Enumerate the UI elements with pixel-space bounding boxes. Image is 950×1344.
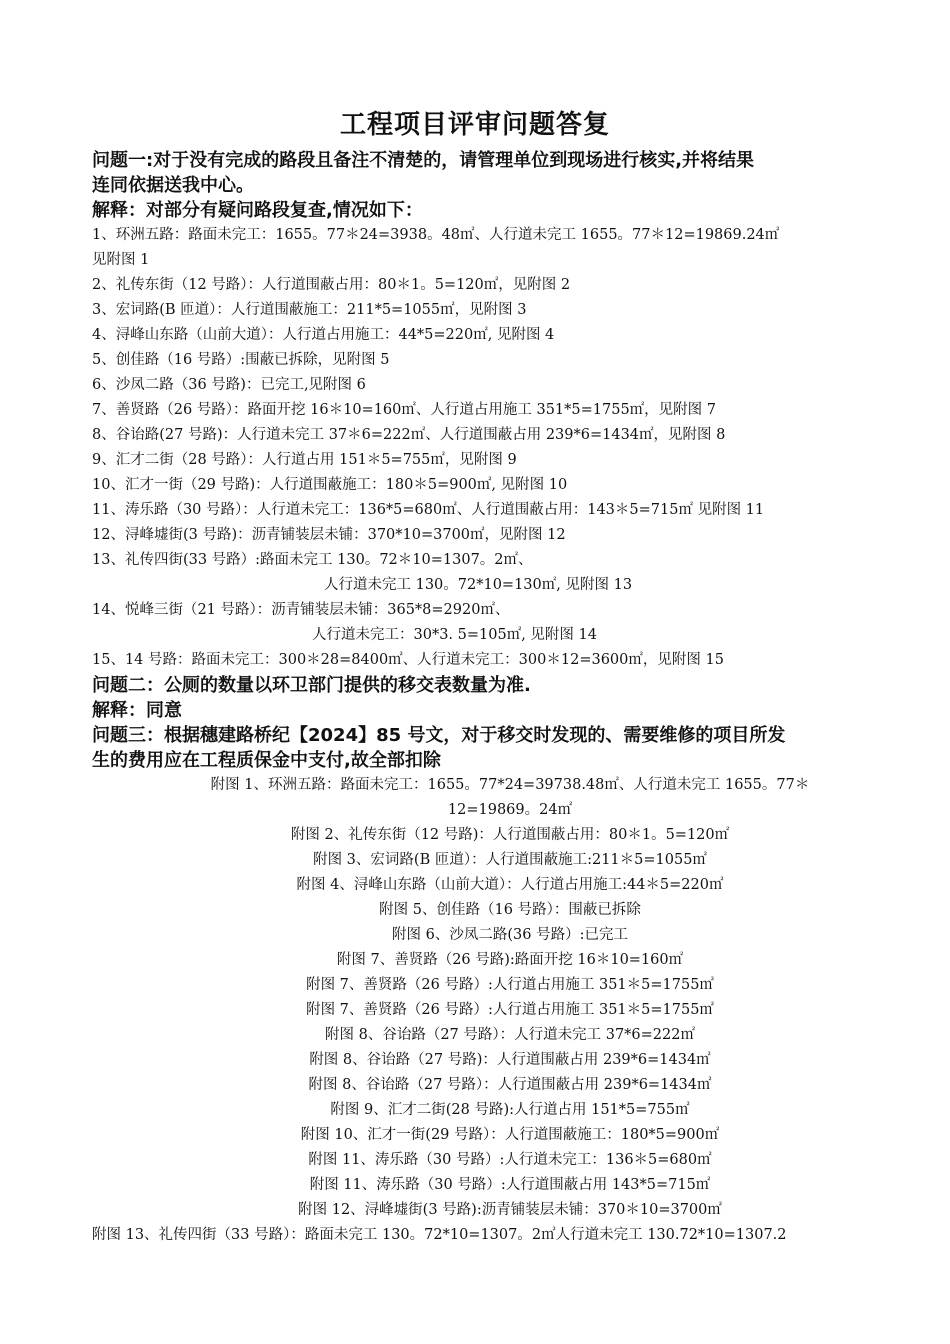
list-item: 8、谷诒路(27 号路)：人行道未完工 37＊6=222㎡、人行道围蔽占用 239*6=1434㎡，见附图 8	[92, 427, 726, 443]
question-1-line-2: 连同依据送我中心。	[92, 175, 254, 196]
annex-item: 附图 8、谷诒路（27 号路）：人行道围蔽占用 239*6=1434㎡	[308, 1077, 712, 1093]
list-item: 7、善贤路（26 号路）：路面开挖 16＊10=160㎡、人行道占用施工 351*5=1755㎡，见附图 7	[92, 402, 717, 418]
annex-item: 附图 9、汇才二街(28 号路):人行道占用 151*5=755㎡	[330, 1102, 690, 1118]
annex-item: 附图 6、沙凤二路(36 号路）:已完工	[392, 927, 628, 943]
annex-item: 附图 10、汇才一街(29 号路）：人行道围蔽施工：180*5=900㎡	[300, 1127, 720, 1143]
answer-1-heading: 解释：对部分有疑问路段复查,情况如下：	[92, 200, 423, 221]
list-item: 13、礼传四街(33 号路）:路面未完工 130。72＊10=1307。2㎡、	[92, 552, 533, 568]
list-item: 4、浔峰山东路（山前大道）：人行道占用施工：44*5=220㎡, 见附图 4	[92, 327, 555, 343]
question-1-line-1: 问题一:对于没有完成的路段且备注不清楚的，请管理单位到现场进行核实,并将结果	[92, 150, 755, 171]
annex-item: 附图 3、宏词路(B 匝道）：人行道围蔽施工:211＊5=1055㎡	[313, 852, 707, 868]
list-item: 3、宏词路(B 匝道）：人行道围蔽施工：211*5=1055㎡，见附图 3	[92, 302, 527, 318]
document-body	[92, 148, 928, 1248]
list-item: 1、环洲五路：路面未完工：1655。77＊24=3938。48㎡、人行道未完工 1655。77＊12=19869.24㎡	[92, 227, 780, 243]
list-item-continuation: 人行道未完工：30*3. 5=105㎡, 见附图 14	[312, 627, 597, 643]
annex-item: 附图 12、浔峰墟街(3 号路):沥青铺装层未铺：370＊10=3700㎡	[298, 1202, 722, 1218]
annex-list	[92, 773, 928, 1248]
annex-item: 附图 5、创佳路（16 号路）：围蔽已拆除	[379, 902, 641, 918]
list-item: 6、沙凤二路（36 号路)：已完工,见附图 6	[92, 377, 366, 393]
list-item: 10、汇才一街（29 号路)：人行道围蔽施工：180＊5=900㎡, 见附图 10	[92, 477, 568, 493]
list-item: 2、礼传东街（12 号路）：人行道围蔽占用：80＊1。5=120㎡，见附图 2	[92, 277, 571, 293]
list-item: 5、创佳路（16 号路）:围蔽已拆除，见附图 5	[92, 352, 390, 368]
annex-item-continuation: 12=19869。24㎡	[447, 802, 573, 818]
list-item: 12、浔峰墟街(3 号路)：沥青铺装层未铺：370*10=3700㎡，见附图 12	[92, 527, 566, 543]
annex-item: 附图 8、谷诒路（27 号路)：人行道围蔽占用 239*6=1434㎡	[309, 1052, 711, 1068]
question-2: 问题二：公厕的数量以环卫部门提供的移交表数量为准.	[92, 675, 531, 696]
annex-item: 附图 11、涛乐路（30 号路）:人行道未完工：136＊5=680㎡	[308, 1152, 712, 1168]
question-3-line-1: 问题三：根据穗建路桥纪【2024】85 号文，对于移交时发现的、需要维修的项目所发	[92, 725, 786, 746]
list-item: 11、涛乐路（30 号路）：人行道未完工：136*5=680㎡、人行道围蔽占用：143＊5=715㎡ 见附图 11	[92, 502, 765, 518]
answer-2: 解释：同意	[92, 700, 182, 721]
annex-item: 附图 7、善贤路（26 号路）:人行道占用施工 351＊5=1755㎡	[306, 977, 714, 993]
list-item-continuation: 人行道未完工 130。72*10=130㎡, 见附图 13	[324, 577, 633, 593]
list-item: 见附图 1	[92, 252, 150, 268]
question-3-line-2: 生的费用应在工程质保金中支付,故全部扣除	[92, 750, 441, 771]
list-item: 14、悦峰三街（21 号路）：沥青铺装层未铺：365*8=2920㎡、	[92, 602, 510, 618]
annex-item: 附图 7、善贤路（26 号路）:人行道占用施工 351＊5=1755㎡	[306, 1002, 714, 1018]
annex-item: 附图 1、环洲五路：路面未完工：1655。77*24=39738.48㎡、人行道未完工 1655。77＊	[210, 777, 810, 793]
annex-item: 附图 4、浔峰山东路（山前大道）：人行道占用施工:44＊5=220㎡	[296, 877, 724, 893]
document-title: 工程项目评审问题答复	[339, 110, 610, 140]
annex-item: 附图 2、礼传东街（12 号路)：人行道围蔽占用：80＊1。5=120㎡	[290, 827, 730, 843]
annex-item: 附图 7、善贤路（26 号路):路面开挖 16＊10=160㎡	[336, 952, 684, 968]
list-item: 15、14 号路：路面未完工：300＊28=8400㎡、人行道未完工：300＊12=3600㎡，见附图 15	[92, 652, 724, 668]
list-item: 9、汇才二街（28 号路）：人行道占用 151＊5=755㎡，见附图 9	[92, 452, 517, 468]
annex-item: 附图 8、谷诒路（27 号路）：人行道未完工 37*6=222㎡	[324, 1027, 695, 1043]
annex-item: 附图 13、礼传四街（33 号路）：路面未完工 130。72*10=1307。2㎡人行道未完工 130.72*10=1307.2	[92, 1227, 787, 1243]
annex-item: 附图 11、涛乐路（30 号路）:人行道围蔽占用 143*5=715㎡	[309, 1177, 711, 1193]
